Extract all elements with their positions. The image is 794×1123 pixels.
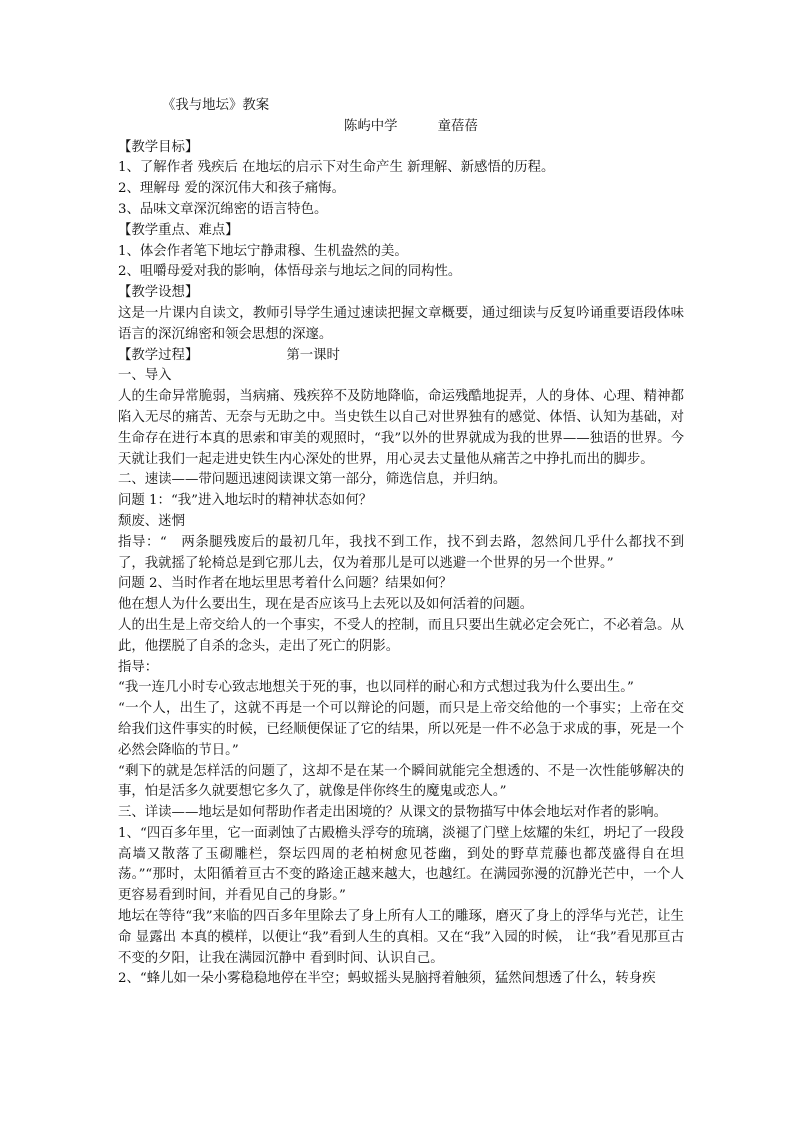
detail-explanation-1: 地坛在等待“我”来临的四百多年里除去了身上所有人工的雕琢，磨灭了身上的浮华与光芒，让生命 显露出 本真的模样，以便让“我”看到人生的真相。又在“我”入园的时候， 让“我”看见那亘古不变的夕阳，让我在满园沉静中 看到时间、认识自己。: [118, 909, 684, 966]
school-name: 陈屿中学: [344, 118, 398, 134]
key-item: 2、咀嚼母爱对我的影响，体悟母亲与地坛之间的同构性。: [118, 264, 462, 280]
detail-quote-2: 2、“蜂儿如一朵小雾稳稳地停在半空；蚂蚁摇头晃脑捋着触须，猛然间想透了什么，转身疾: [118, 971, 656, 987]
answer-2a: 他在想人为什么要出生，现在是否应该马上去死以及如何活着的问题。: [118, 597, 534, 613]
lesson-label: 第一课时: [286, 347, 340, 363]
question-1: 问题 1：“我”进入地坛时的精神状态如何？: [118, 493, 373, 509]
subheading-intro: 一、导入: [118, 368, 172, 384]
doc-author-line: [118, 117, 684, 138]
subheading-detail-reading: 三、详读——地坛是如何帮助作者走出困境的？从课文的景物描写中体会地坛对作者的影响。: [118, 805, 668, 821]
quote-1: “我一连几小时专心致志地想关于死的事，也以同样的耐心和方式想过我为什么要出生。”: [118, 680, 634, 696]
document-page: [118, 96, 684, 990]
goal-item: 3、品味文章深沉绵密的语言特色。: [118, 201, 328, 217]
goal-item: 2、理解母 爱的深沉伟大和孩子痛悔。: [118, 181, 346, 197]
doc-title: 《我与地坛》教案: [162, 98, 270, 113]
section-heading-key: 【教学重点、难点】: [118, 222, 239, 238]
section-heading-idea: 【教学设想】: [118, 285, 199, 301]
question-2: 问题 2、当时作者在地坛里思考着什么问题？结果如何？: [118, 576, 453, 592]
section-heading-process: [118, 346, 684, 367]
answer-2b: 人的出生是上帝交给人的一个事实，不受人的控制，而且只要出生就必定会死亡，不必着急。从此，他摆脱了自杀的念头，走出了死亡的阴影。: [118, 617, 684, 654]
teacher-name: 童蓓蓓: [437, 118, 478, 134]
intro-paragraph: 人的生命异常脆弱，当病痛、残疾猝不及防地降临，命运残酷地捉弄，人的身体、心理、精神都陷入无尽的痛苦、无奈与无助之中。当史铁生以自己对世界独有的感觉、体悟、认知为基础，对生命存在进行本真的思索和审美的观照时，“我”以外的世界就成为我的世界——独语的世界。今天就让我们一起走进史铁生内心深处的世界，用心灵去丈量他从痛苦之中挣扎而出的脚步。: [118, 389, 684, 467]
subheading-speed-reading: 二、速读——带问题迅速阅读课文第一部分，筛选信息，并归纳。: [118, 472, 507, 488]
section-heading-goals: 【教学目标】: [118, 139, 199, 155]
key-item: 1、体会作者笔下地坛宁静肃穆、生机盎然的美。: [118, 243, 408, 259]
answer-1: 颓废、迷惘: [118, 513, 185, 529]
process-heading-text: 【教学过程】: [118, 347, 199, 363]
guide-1: 指导：“ 两条腿残废后的最初几年，我找不到工作，找不到去路，忽然间几乎什么都找不到了，我就摇了轮椅总是到它那儿去，仅为着那儿是可以逃避一个世界的另一个世界。”: [118, 534, 684, 571]
goal-item: 1、了解作者 残疾后 在地坛的启示下对生命产生 新理解、新感悟的历程。: [118, 160, 555, 176]
guide-2-heading: 指导：: [118, 659, 159, 675]
detail-quote-1: 1、“四百多年里，它一面剥蚀了古殿檐头浮夸的琉璃，淡褪了门壁上炫耀的朱红，坍圮了一段段高墙又散落了玉砌雕栏，祭坛四周的老柏树愈见苍幽，到处的野草荒藤也都茂盛得自在坦荡。”“那时，太阳循着亘古不变的路途正越来越大，也越红。在满园弥漫的沉静光芒中，一个人更容易看到时间，并看见自己的身影。”: [118, 825, 684, 904]
idea-paragraph: 这是一片课内自读文，教师引导学生通过速读把握文章概要，通过细读与反复吟诵重要语段体味语言的深沉绵密和领会思想的深邃。: [118, 305, 684, 342]
quote-2: “一个人，出生了，这就不再是一个可以辩论的问题，而只是上帝交给他的一个事实；上帝在交给我们这件事实的时候，已经顺便保证了它的结果，所以死是一件不必急于求成的事，死是一个必然会降临的节日。”: [118, 701, 684, 758]
quote-3: “剩下的就是怎样活的问题了，这却不是在某一个瞬间就能完全想透的、不是一次性能够解决的事，怕是活多久就要想它多久了，就像是伴你终生的魔鬼或恋人。”: [118, 763, 684, 800]
